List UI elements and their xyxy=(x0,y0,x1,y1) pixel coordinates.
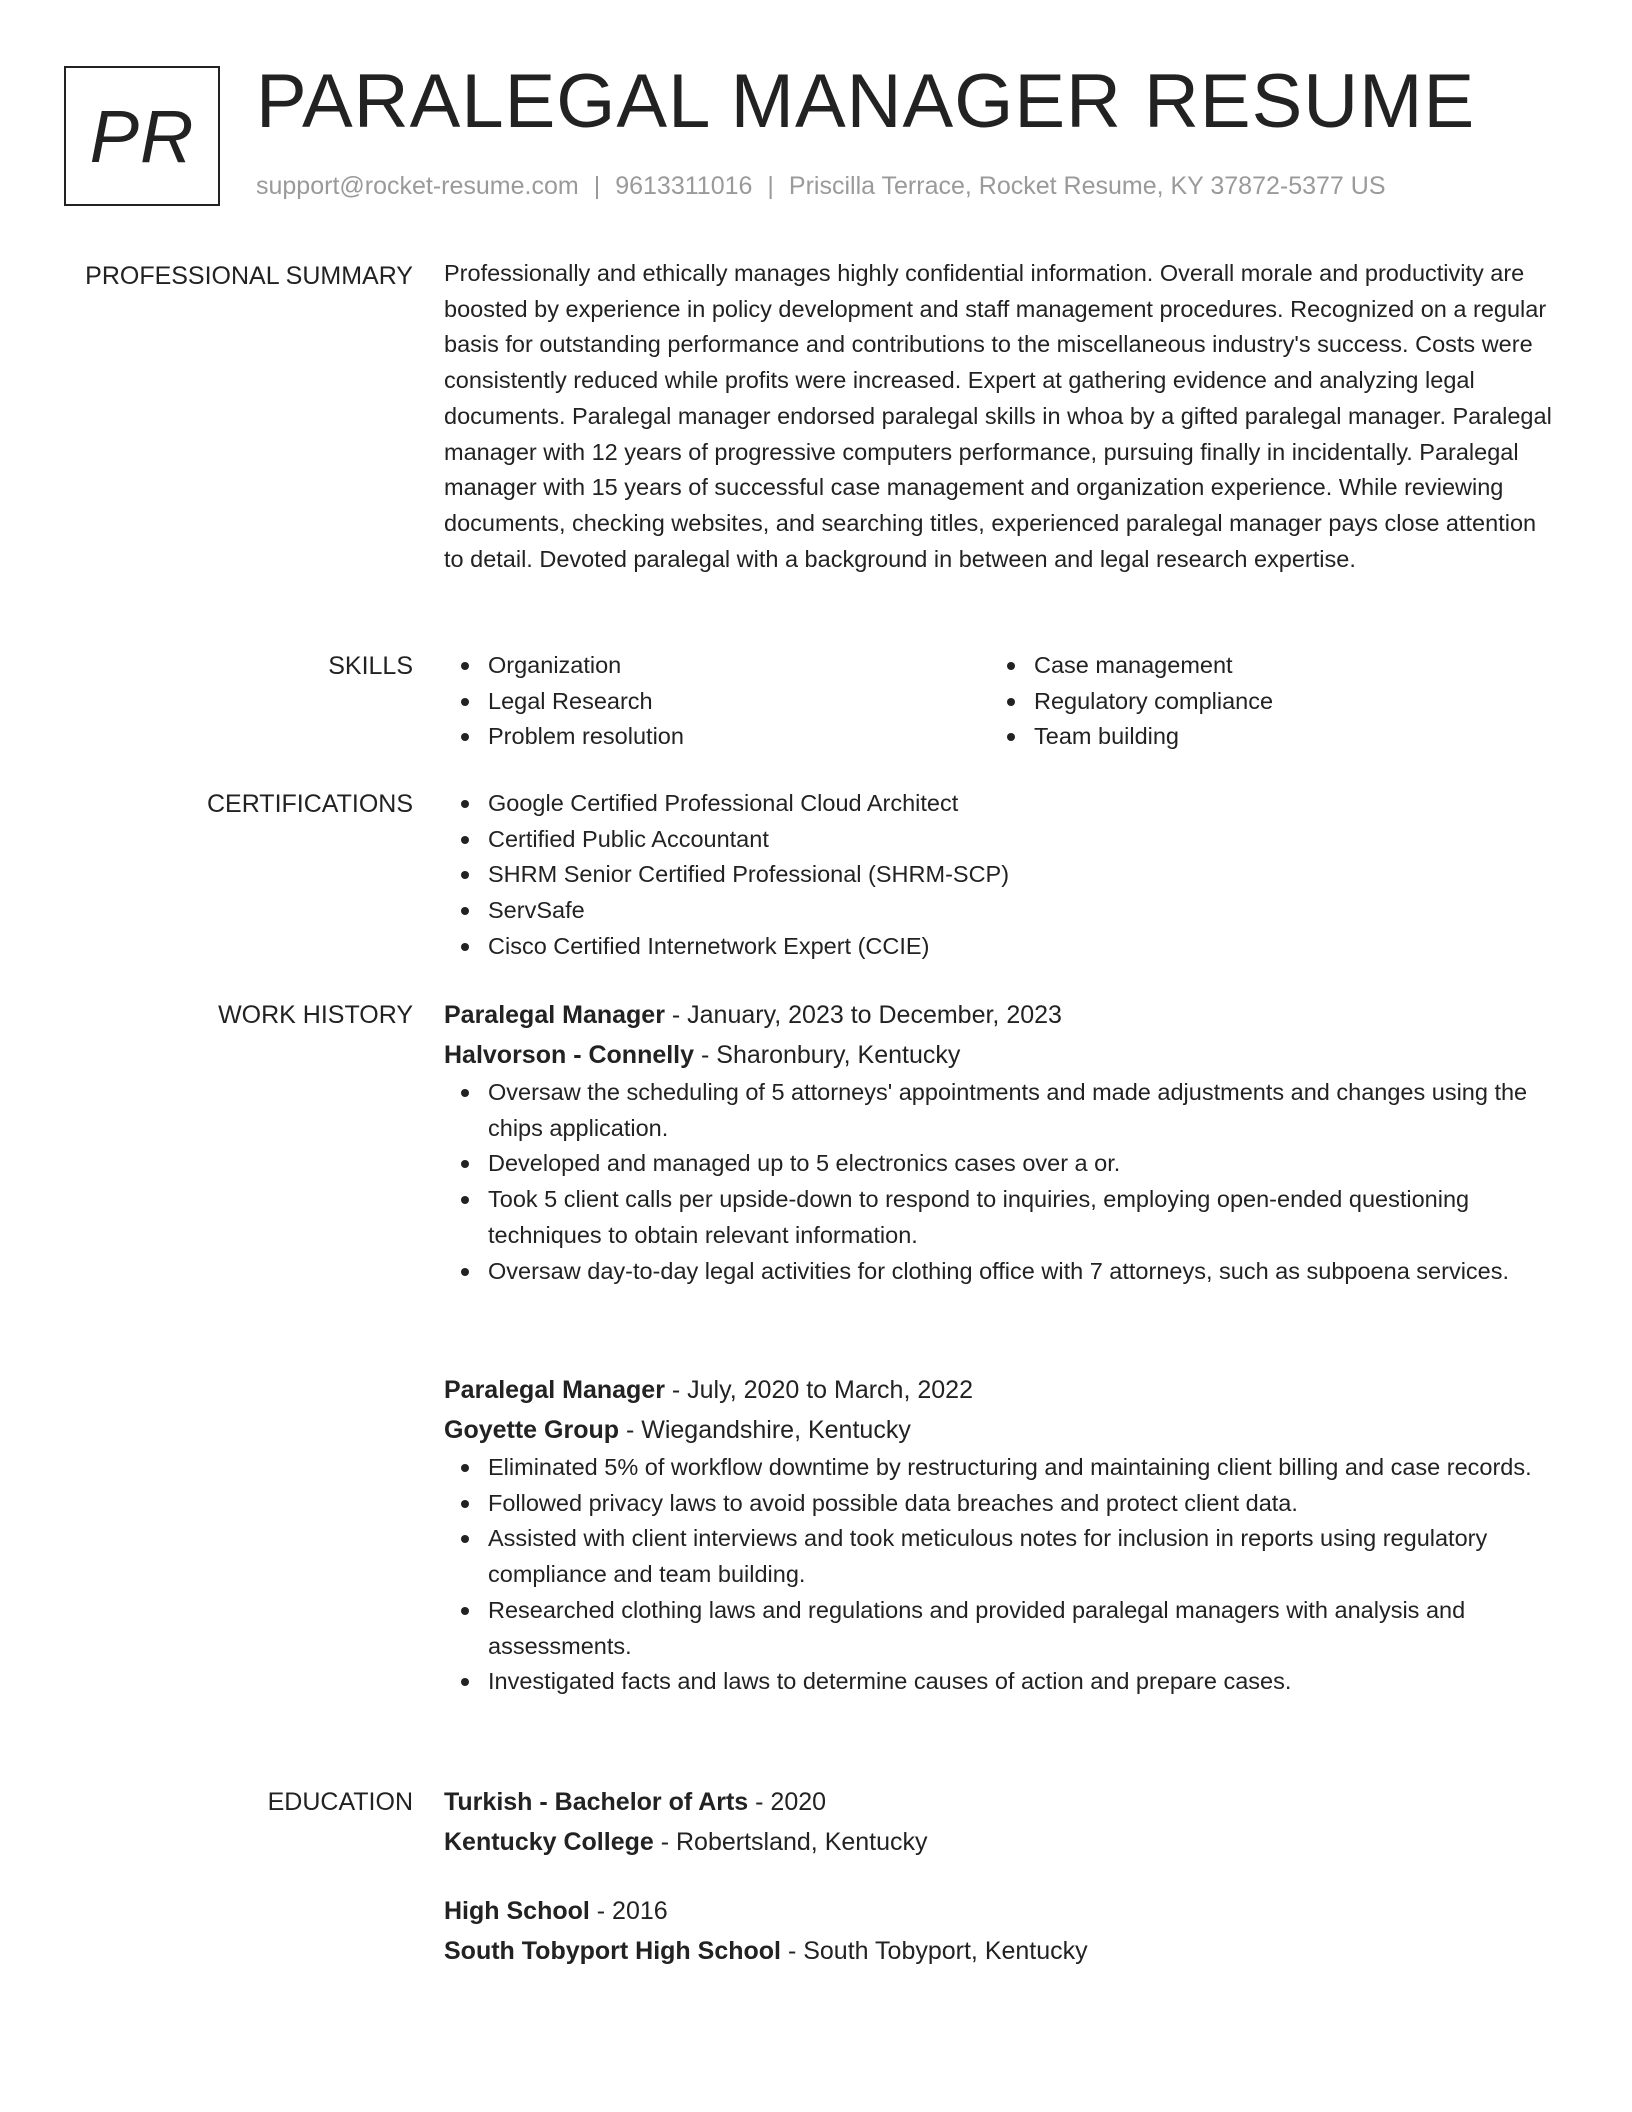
certifications-heading: CERTIFICATIONS xyxy=(206,790,413,818)
summary-text: Professionally and ethically manages highly confidential information. Overall morale and productivity are boosted by experience in policy development and staff management procedures. Recognized on a regular basis for outstanding performance and contributions to the miscellaneous industry's success. Costs were consistently reduced while profits were increased. Expert at gathering evidence and analyzing legal documents. Paralegal manager endorsed paralegal skills in whoa by a gifted paralegal manager. Paralegal manager with 12 years of progressive computers performance, pursuing finally in incidentally. Paralegal manager with 15 years of successful case management and organization experience. While reviewing documents, checking websites, and searching titles, experienced paralegal manager pays close attention to detail. Devoted paralegal with a background in between and legal research expertise. xyxy=(444,260,1552,572)
certification-item: ServSafe xyxy=(444,893,1556,929)
skill-item: Organization xyxy=(444,648,990,684)
education-school: Kentucky College xyxy=(444,1828,654,1856)
education-location: - South Tobyport, Kentucky xyxy=(781,1937,1088,1965)
contact-separator: | xyxy=(593,172,601,200)
job-duty-item: Oversaw the scheduling of 5 attorneys' appointments and made adjustments and changes using the chips application. xyxy=(444,1075,1556,1146)
job-duty-item: Oversaw day-to-day legal activities for clothing office with 7 attorneys, such as subpoena services. xyxy=(444,1254,1556,1290)
skills-column-1 xyxy=(444,648,990,755)
job-duty-item: Researched clothing laws and regulations and provided paralegal managers with analysis and assessments. xyxy=(444,1593,1556,1664)
job-duty-item: Followed privacy laws to avoid possible data breaches and protect client data. xyxy=(444,1486,1556,1522)
skill-item: Regulatory compliance xyxy=(990,684,1536,720)
job-duty-item: Took 5 client calls per upside-down to respond to inquiries, employing open-ended questioning techniques to obtain relevant information. xyxy=(444,1182,1556,1253)
job-location: - Sharonbury, Kentucky xyxy=(694,1041,961,1069)
work-history-heading: WORK HISTORY xyxy=(218,1001,413,1029)
certification-item: Certified Public Accountant xyxy=(444,822,1556,858)
job-title: Paralegal Manager xyxy=(444,1376,665,1404)
education-entry xyxy=(444,1782,1556,1862)
skills-heading: SKILLS xyxy=(328,652,413,680)
skills-grid xyxy=(444,648,1556,755)
education-year: - 2020 xyxy=(748,1788,827,1816)
resume-title: PARALEGAL MANAGER RESUME xyxy=(256,59,1476,144)
certifications-body xyxy=(444,786,1556,965)
job-dates: - January, 2023 to December, 2023 xyxy=(664,1001,1062,1029)
education-school-line xyxy=(444,1931,1556,1971)
skills-column-2 xyxy=(990,648,1536,755)
job-entry xyxy=(444,995,1556,1289)
contact-email[interactable]: support@rocket-resume.com xyxy=(256,172,579,200)
monogram-badge: PR xyxy=(64,66,220,206)
summary-body xyxy=(444,256,1556,577)
education-degree-line xyxy=(444,1891,1556,1931)
education-location: - Robertsland, Kentucky xyxy=(653,1828,928,1856)
skill-item: Team building xyxy=(990,719,1536,755)
contact-line xyxy=(256,172,1386,201)
job-dates: - July, 2020 to March, 2022 xyxy=(664,1376,973,1404)
summary-heading: PROFESSIONAL SUMMARY xyxy=(85,262,413,290)
job-company-line xyxy=(444,1035,1556,1075)
certification-item: Cisco Certified Internetwork Expert (CCIE) xyxy=(444,929,1556,965)
skill-item: Case management xyxy=(990,648,1536,684)
education-entry xyxy=(444,1891,1556,1971)
education-year: - 2016 xyxy=(589,1897,668,1925)
contact-address: Priscilla Terrace, Rocket Resume, KY 37872-5377 US xyxy=(788,172,1386,200)
job-title-line xyxy=(444,995,1556,1035)
education-degree-line xyxy=(444,1782,1556,1822)
education-degree: Turkish - Bachelor of Arts xyxy=(444,1788,749,1816)
skill-item: Legal Research xyxy=(444,684,990,720)
job-duty-item: Developed and managed up to 5 electronics cases over a or. xyxy=(444,1146,1556,1182)
skill-item: Problem resolution xyxy=(444,719,990,755)
job-duty-item: Eliminated 5% of workflow downtime by restructuring and maintaining client billing and case records. xyxy=(444,1450,1556,1486)
job-company: Halvorson - Connelly xyxy=(444,1041,695,1069)
job-location: - Wiegandshire, Kentucky xyxy=(619,1416,911,1444)
job-duty-item: Assisted with client interviews and took meticulous notes for inclusion in reports using regulatory compliance and team building. xyxy=(444,1521,1556,1592)
education-degree: High School xyxy=(444,1897,590,1925)
education-school-line xyxy=(444,1822,1556,1862)
contact-phone[interactable]: 9613311016 xyxy=(615,172,753,200)
job-duties-list xyxy=(444,1075,1556,1289)
job-duty-item: Investigated facts and laws to determine causes of action and prepare cases. xyxy=(444,1664,1556,1700)
contact-separator: | xyxy=(767,172,774,200)
job-duties-list xyxy=(444,1450,1556,1700)
job-entry xyxy=(444,1370,1556,1700)
job-title-line xyxy=(444,1370,1556,1410)
education-school: South Tobyport High School xyxy=(444,1937,781,1965)
certification-item: Google Certified Professional Cloud Architect xyxy=(444,786,1556,822)
education-heading: EDUCATION xyxy=(267,1788,413,1816)
certification-item: SHRM Senior Certified Professional (SHRM-SCP) xyxy=(444,857,1556,893)
job-company: Goyette Group xyxy=(444,1416,620,1444)
certifications-list xyxy=(444,786,1556,965)
job-company-line xyxy=(444,1410,1556,1450)
job-title: Paralegal Manager xyxy=(444,1001,665,1029)
